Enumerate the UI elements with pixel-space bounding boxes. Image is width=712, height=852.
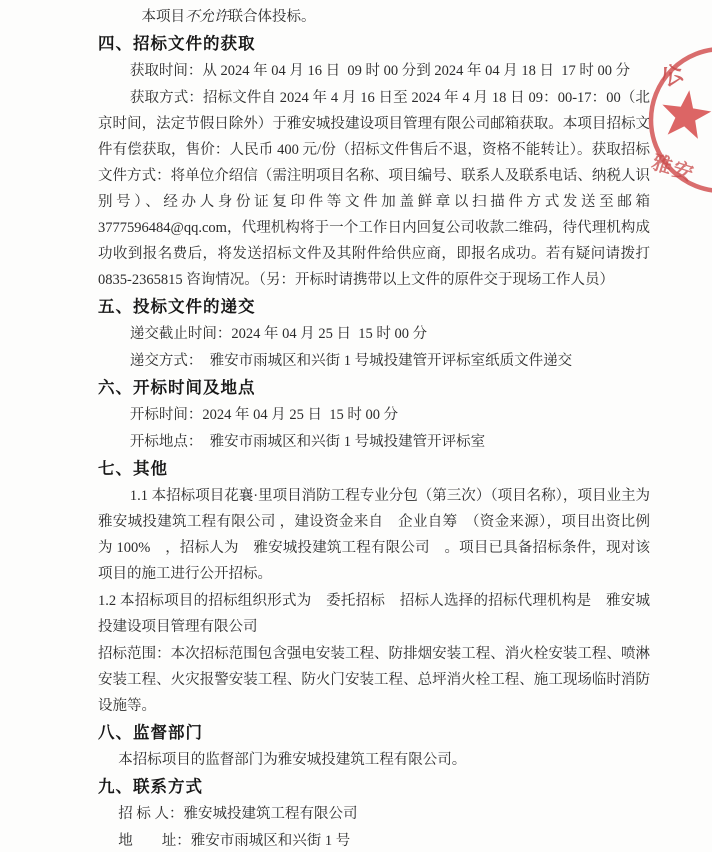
section-6-open-time: 开标时间：2024 年 04 月 25 日 15 时 00 分: [129, 407, 399, 423]
section-6-heading: 六、开标时间及地点: [98, 378, 256, 397]
seal-bottom-chars: 雅安: [648, 151, 698, 186]
section-8-heading: 八、监督部门: [98, 723, 203, 742]
section-4-obtain-method: 获取方式：招标文件自 2024 年 4 月 16 日至 2024 年 4 月 18 日 09：00-17：00（北京时间，法定节假日除外）于雅安城投建设项目管理有限公司邮箱获取。本项目招标文件有偿获取，售价：人民币 400 元/份（招标文件售后不退，资格不能转让）。获取招标文件方式：将单位介绍信（需注明项目名称、项目编号、联系人及联系电话、纳税人识别号）、经办人身份证复印件等文件加盖鲜章以扫描件方式发送至邮箱 3777596484@qq.com，代理机构将于一个工作日内回复公司收款二维码，待代理机构成功收到报名费后，将发送招标文件及其附件给供应商，即报名成功。若有疑问请拨打 0835-2365815 咨询情况。（另：开标时请携带以上文件的原件交于现场工作人员）: [98, 90, 650, 288]
official-red-seal: [640, 40, 712, 200]
section-4-obtain-time: 获取时间：从 2024 年 04 月 16 日 09 时 00 分到 2024 年 04 月 18 日 17 时 00 分: [129, 63, 631, 79]
seal-top-char: 公: [656, 59, 688, 92]
intro-line: [98, 4, 650, 30]
seal-star-icon: [658, 87, 712, 140]
section-7-heading: 七、其他: [98, 459, 168, 478]
section-7-clause-1-2: 1.2 本招标项目的招标组织形式为 委托招标 招标人选择的招标代理机构是 雅安城投建设项目管理有限公司: [98, 593, 650, 635]
document-body: [98, 4, 650, 852]
section-9-bidder: 招 标 人：雅安城投建筑工程有限公司: [118, 806, 358, 822]
section-7-scope: 招标范围：本次招标范围包含强电安装工程、防排烟安装工程、消火栓安装工程、喷淋安装工程、火灾报警安装工程、防火门安装工程、总坪消火栓工程、施工现场临时消防设施等。: [98, 646, 650, 714]
section-7-clause-1-1: 1.1 本招标项目花襄·里项目消防工程专业分包（第三次）（项目名称），项目业主为雅安城投建筑工程有限公司 ，建设资金来自 企业自筹 （资金来源），项目出资比例为 100% ，招标人为 雅安城投建筑工程有限公司 。项目已具备招标条件，现对该项目的施工进行公开招标。: [98, 488, 650, 582]
intro-emphasis: 不允许: [185, 9, 229, 25]
intro-pre: 本项目: [141, 9, 185, 25]
section-4-heading: 四、招标文件的获取: [98, 34, 256, 53]
section-5-deadline: 递交截止时间：2024 年 04 月 25 日 15 时 00 分: [129, 326, 428, 342]
section-9-heading: 九、联系方式: [98, 777, 203, 796]
section-5-method: 递交方式： 雅安市雨城区和兴街 1 号城投建管开评标室纸质文件递交: [129, 353, 573, 369]
section-8-body: 本招标项目的监督部门为雅安城投建筑工程有限公司。: [118, 752, 467, 768]
intro-post: 联合体投标。: [228, 9, 316, 25]
section-5-heading: 五、投标文件的递交: [98, 297, 256, 316]
section-9-address: 地 址：雅安市雨城区和兴街 1 号: [118, 833, 351, 849]
section-6-open-place: 开标地点： 雅安市雨城区和兴街 1 号城投建管开评标室: [129, 434, 486, 450]
